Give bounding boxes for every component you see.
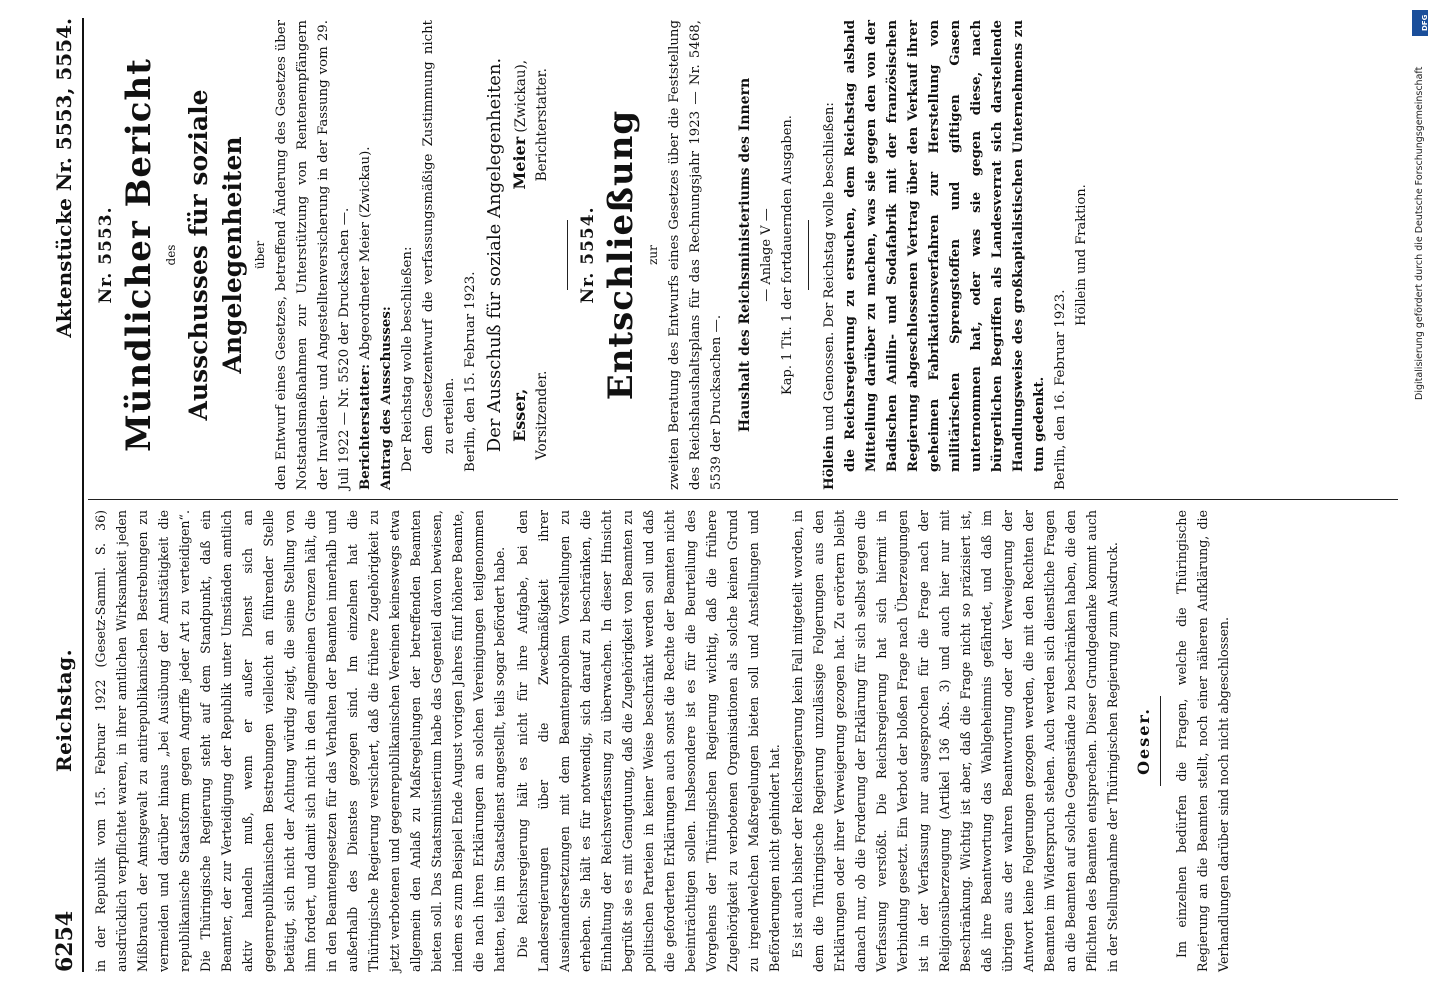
- subject-text: zweiten Beratung des Entwurfs eines Gesetzes über die Feststellung des Reichshaushaltsplans für das Rechnungsjahr 1923 — Nr. 5468, 5539 der Drucksachen —.: [667, 20, 724, 490]
- reporter-name: Meier: [510, 136, 529, 190]
- rapporteur-label: Berichterstatter:: [358, 363, 373, 490]
- document-title: Mündlicher Bericht: [119, 58, 159, 452]
- motion-intro: Der Reichstag wolle beschließen:: [400, 246, 415, 472]
- resolution-text: die Reichsregierung zu ersuchen, dem Reichstag alsbald Mitteilung darüber zu machen, was sie gegen den von der Badischen Anilin- und Sodafabrik mit der französischen Regierung abgeschlossenen Vertrag über den Verkauf ihrer geheimen Fabrikationsverfahren zur Herstellung von militärischen Sprengstoffen und giftigen Gasen unternommen hat, oder was sie gegen diese, nach bürgerlichen Begriffen als Landesverrat sich darstellende Handlungsweise des großkapitalistischen Unternehmens zu tun gedenkt.: [843, 20, 1047, 472]
- digitization-note: [1412, 10, 1429, 400]
- connector-text: des: [164, 244, 178, 266]
- rapporteur-name: Abgeordneter Meier (Zwickau).: [358, 146, 373, 360]
- paragraph: Die Reichsregierung hält es nicht für ihre Aufgabe, bei den Landesregierungen über die Zweckmäßigkeit ihrer Auseinandersetzungen mit dem Beamtenproblem Vorstellungen zu erheben. Sie hält es für notwendig, sich darauf zu beschränken, die Einhaltung der Reichsverfassung zu überwachen. In dieser Hinsicht begrüßt sie es mit Genugtuung, daß die Zugehörigkeit von Beamten zu politischen Parteien in keiner Weise beschränkt werden soll und daß die geforderten Erklärungen auch sonst die Rechte der Beamten nicht beeinträchtigen sollen. Insbesondere ist es für die Beurteilung des Vorgehens der Thüringischen Regierung wichtig, daß die frühere Zugehörigkeit zu verbotenen Organisationen als solche keinen Grund zu irgendwelchen Maßregelungen bieten soll und Anstellungen und Beförderungen nicht gehindert hat.: [515, 510, 782, 972]
- place-date: Berlin, den 15. Februar 1923.: [463, 271, 478, 472]
- document-number: Nr. 5554.: [578, 206, 598, 304]
- page-number: 6254: [52, 910, 78, 972]
- movers-line: [819, 20, 840, 490]
- reporter-signature: [509, 60, 553, 189]
- movers-text: und Genossen. Der Reichstag wolle beschließen:: [822, 102, 837, 432]
- place-date: Berlin, den 16. Februar 1923.: [1053, 289, 1068, 490]
- section-heading: Haushalt des Reichsministeriums des Innern: [737, 77, 753, 433]
- rapporteur-line: [355, 20, 376, 490]
- movers-name: Höllein: [822, 435, 837, 490]
- signature-row: [509, 20, 557, 490]
- separator-rule: [567, 220, 568, 290]
- signature: Oeser.: [1134, 707, 1153, 775]
- connector-text: über: [253, 240, 267, 270]
- chair-signature: [509, 371, 553, 460]
- annex-label: — Anlage V —: [759, 208, 774, 302]
- running-head: [48, 18, 84, 972]
- header-title: Reichstag.: [52, 648, 76, 772]
- connector-text: zur: [646, 245, 660, 265]
- chair-role: Vorsitzender.: [534, 370, 550, 460]
- signing-body: Der Ausschuß für soziale Angelegenheiten.: [484, 57, 505, 453]
- document-page: [40, 0, 1430, 990]
- chair-name: Esser,: [510, 388, 529, 442]
- motion-label: Antrag des Ausschusses:: [379, 306, 394, 490]
- funding-note: Digitalisierung gefördert durch die Deutsche Forschungsgemeinschaft: [1414, 66, 1425, 400]
- separator-rule: [1160, 696, 1161, 786]
- column-rule: [88, 499, 1398, 500]
- subject-text: den Entwurf eines Gesetzes, betreffend Änderung des Gesetzes über Notstandsmaßnahmen zur Unterstützung von Rentenempfängern der Invaliden- und Angestelltenversicherung in der Fassung vom 29. Juli 1922 — Nr. 5520 der Drucksachen —.: [274, 20, 352, 490]
- paragraph: in der Republik vom 15. Februar 1922 (Gesetz-Samml. S. 36) ausdrücklich verpflichtet waren, in ihrer amtlichen Wirksamkeit jeden Mißbrauch der Amtsgewalt zu antirepublikanischen Bestrebungen zu vermeiden und darüber hinaus „bei Ausübung der Amtstätigkeit die republikanische Staatsform gegen Angriffe jeder Art zu verteidigen“. Die Thüringische Regierung steht auf dem Standpunkt, daß ein Beamter, der zur Verteidigung der Republik unter Umständen amtlich aktiv handeln muß, wenn er außer Dienst sich an gegenrepublikanischen Bestrebungen vielleicht an führender Stelle betätigt, sich nicht der Achtung würdig zeigt, die seine Stellung von ihm fordert, und damit sich nicht in den allgemeinen Grenzen hält, die in den Beamtengesetzen für das Verhalten der Beamten innerhalb und außerhalb des Dienstes gezogen sind. Im einzelnen hat die Thüringische Regierung versichert, daß die frühere Zugehörigkeit zu jetzt verbotenen und gegenrepublikanischen Vereinen keineswegs etwa allgemein den Anlaß zu Maßregelungen der betreffenden Beamten bieten soll. Das Staatsministerium habe das Gegenteil davon bewiesen, indem es zum Beispiel Ende August vorigen Jahres fünf höhere Beamte, die nach ihren Erklärungen an solchen Vereinigungen teilgenommen hatten, teils im Staatsdienst angestellt, teils sogar befördert habe.: [93, 510, 507, 972]
- reporter-place: (Zwickau),: [513, 60, 529, 133]
- dfg-logo: DFG: [1412, 10, 1428, 36]
- paragraph: Im einzelnen bedürfen die Fragen, welche die Thüringische Regierung an die Beamten stellt, noch einer näheren Aufklärung, die Verhandlungen darüber sind noch nicht abgeschlossen.: [1174, 510, 1231, 972]
- left-column: [90, 510, 1236, 972]
- committee-name: Ausschusses für soziale Angelegenheiten: [184, 89, 247, 421]
- separator-rule: [808, 220, 809, 290]
- header-document-type: Aktenstücke Nr. 5553, 5554.: [52, 18, 76, 338]
- chapter-label: Kap. 1 Tit. 1 der fortdauernden Ausgaben.: [780, 115, 795, 395]
- document-title: Entschließung: [601, 109, 641, 401]
- signature: Höllein und Fraktion.: [1074, 184, 1089, 326]
- document-number: Nr. 5553.: [96, 206, 116, 304]
- reporter-role: Berichterstatter.: [534, 68, 550, 182]
- right-column: [90, 20, 1092, 490]
- motion-text: dem Gesetzentwurf die verfassungsmäßige Zustimmung nicht zu erteilen.: [421, 20, 457, 454]
- paragraph: Es ist auch bisher der Reichsregierung kein Fall mitgeteilt worden, in dem die Thüringische Regierung unzulässige Folgerungen aus den Erklärungen oder ihrer Verweigerung gezogen hat. Zu erörtern bleibt danach nur, ob die Forderung der Erklärung für sich selbst gegen die Verfassung verstößt. Die Reichsregierung hat sich hiermit in Verbindung gesetzt. Ein Verbot der bloßen Frage nach Überzeugungen ist in der Verfassung nur ausgesprochen für die Frage nach der Religionsüberzeugung (Artikel 136 Abs. 3) und auch hier nur mit Beschränkung. Wichtig ist aber, daß die Frage nicht so präzisiert ist, daß ihre Beantwortung das Wahlgeheimnis gefährdet, und daß im übrigen aus der wahren Beantwortung oder der Verweigerung der Antwort keine Folgerungen gezogen werden, die mit den Rechten der Beamten im Widerspruch stehen. Auch werden sich dienstliche Fragen an die Beamten auf solche Gegenstände zu beschränken haben, die den Pflichten des Beamten entsprechen. Dieser Grundgedanke kommt auch in der Stellungnahme der Thüringischen Regierung zum Ausdruck.: [790, 510, 1120, 972]
